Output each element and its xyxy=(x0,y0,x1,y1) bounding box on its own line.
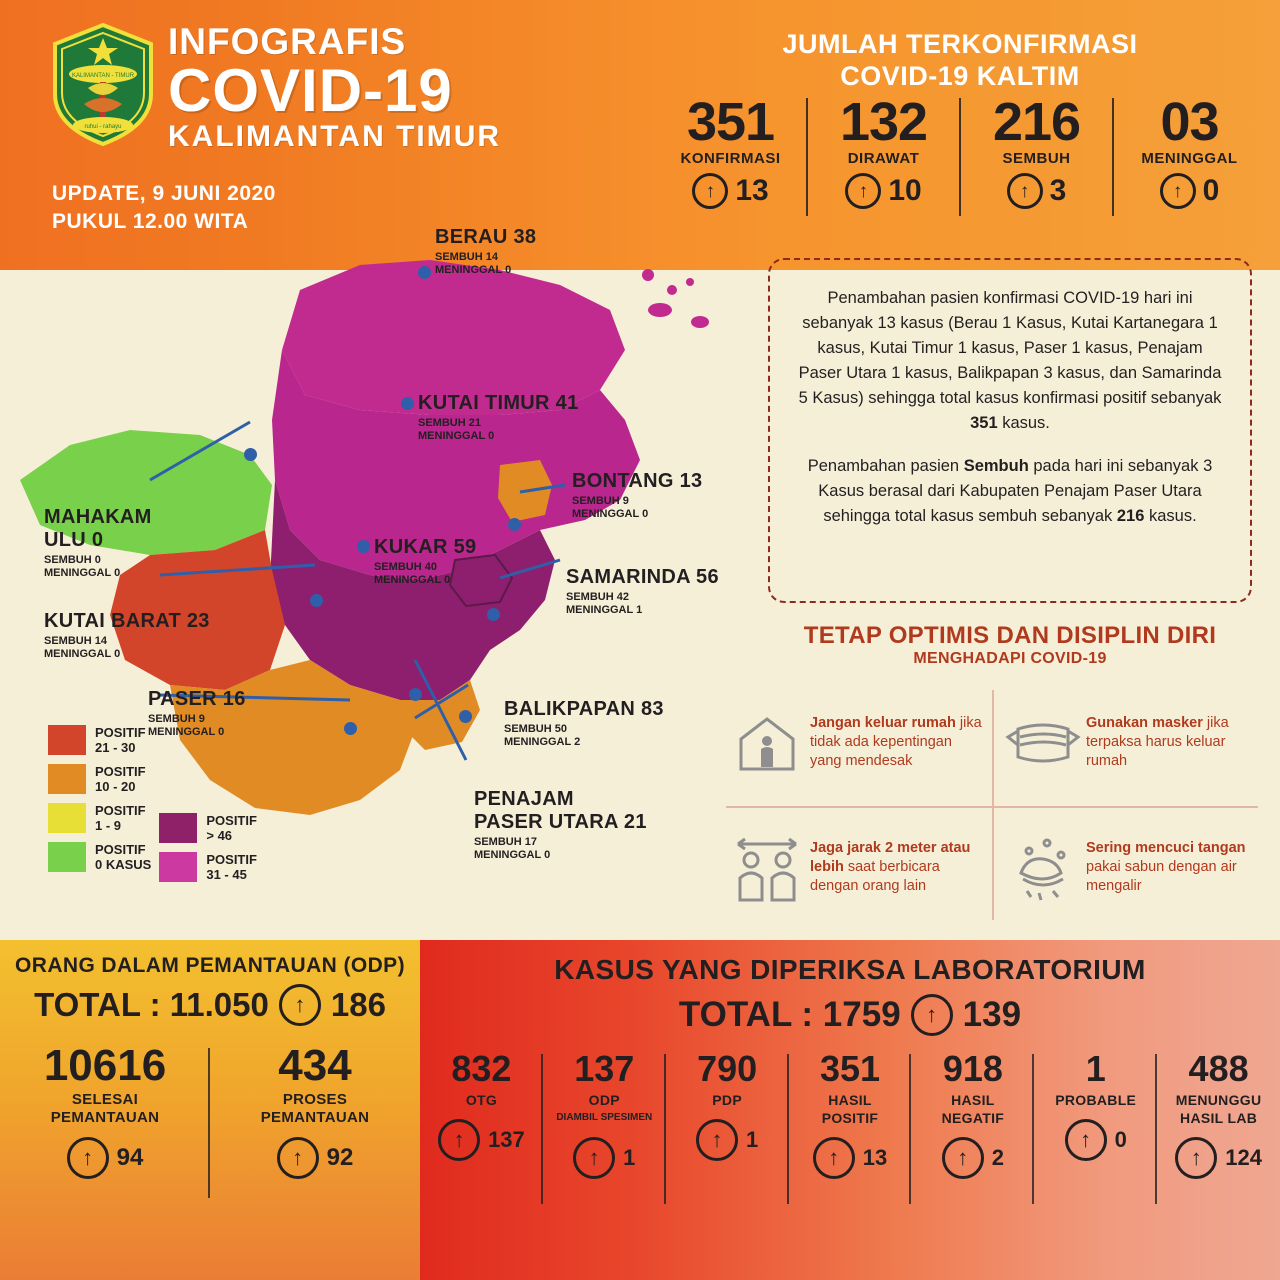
legend-label-2: > 46 xyxy=(206,828,233,843)
arrow-up-icon: ↑ xyxy=(696,1119,738,1161)
lab-panel xyxy=(420,940,1280,1280)
odp-total-delta: 186 xyxy=(330,986,386,1023)
arrow-up-icon: ↑ xyxy=(813,1137,855,1179)
lab-total-label: TOTAL : 1759 xyxy=(678,995,901,1034)
map-label-kukar xyxy=(374,536,476,587)
distance-icon xyxy=(724,832,810,904)
title-covid: COVID-19 xyxy=(168,57,453,124)
stat-delta-value: 13 xyxy=(735,174,769,207)
tip-stay-home xyxy=(716,680,992,805)
arrow-up-icon: ↑ xyxy=(1007,173,1043,209)
cell-delta-value: 2 xyxy=(991,1145,1004,1170)
legend-item xyxy=(48,725,151,755)
stat-label: KONFIRMASI xyxy=(680,150,781,167)
cell-label-1: ODP xyxy=(588,1092,620,1108)
svg-text:KALIMANTAN - TIMUR: KALIMANTAN - TIMUR xyxy=(71,73,135,79)
update-date: UPDATE, 9 JUNI 2020 xyxy=(52,182,276,205)
legend-label-2: 0 KASUS xyxy=(95,857,152,872)
cell-delta xyxy=(1161,1137,1276,1179)
legend-label-1: POSITIF xyxy=(206,813,257,828)
odp-total-label: TOTAL : 11.050 xyxy=(34,986,269,1023)
lab-cell-probable xyxy=(1034,1050,1157,1179)
cell-delta-value: 137 xyxy=(488,1127,525,1152)
stat-value: 351 xyxy=(686,92,775,152)
cell-label-1: OTG xyxy=(465,1092,498,1108)
cell-delta xyxy=(670,1119,785,1161)
region-sub xyxy=(418,417,579,443)
cell-label xyxy=(1038,1091,1153,1109)
arrow-up-icon: ↑ xyxy=(277,1137,319,1179)
map-label-bontang xyxy=(572,470,702,521)
svg-text:ruhui - rahayu: ruhui - rahayu xyxy=(84,124,122,130)
cell-label xyxy=(670,1091,785,1109)
region-name-2: ULU 0 xyxy=(44,529,104,551)
legend-item xyxy=(159,813,257,843)
arrow-up-icon: ↑ xyxy=(279,984,321,1026)
cell-label-1: HASIL xyxy=(828,1092,872,1108)
legend-swatch xyxy=(48,803,86,833)
legend-item xyxy=(48,803,151,833)
cell-delta-value: 124 xyxy=(1225,1145,1262,1170)
stat-value: 03 xyxy=(1160,92,1219,152)
tip-keep-distance xyxy=(716,805,992,930)
cell-label xyxy=(1161,1091,1276,1127)
region-meninggal: MENINGGAL 1 xyxy=(566,604,643,616)
lab-cells xyxy=(420,1050,1280,1179)
title-infografis: INFOGRAFIS xyxy=(168,21,407,62)
cell-label-2: POSITIF xyxy=(821,1110,879,1126)
region-meninggal: MENINGGAL 2 xyxy=(504,736,581,748)
lab-cell-menunggu xyxy=(1157,1050,1280,1179)
legend-item xyxy=(48,842,151,872)
region-sub xyxy=(566,591,719,617)
region-sub xyxy=(44,635,210,661)
map-dot-balikpapan xyxy=(459,710,472,723)
odp-total xyxy=(0,984,420,1026)
cell-label xyxy=(4,1091,206,1127)
cell-value: 10616 xyxy=(43,1041,167,1090)
lab-cell-otg xyxy=(420,1050,543,1179)
note-p2-bold: Sembuh xyxy=(963,457,1029,475)
lab-cell-hasil-negatif xyxy=(911,1050,1034,1179)
tip-text xyxy=(1086,714,1260,771)
map-label-mahakam-ulu xyxy=(44,506,152,580)
cell-delta xyxy=(424,1119,539,1161)
optimis-line-2: MENGHADAPI COVID-19 xyxy=(913,650,1107,667)
stat-meninggal xyxy=(1114,92,1265,209)
note-p1-c: kasus. xyxy=(997,414,1050,432)
cell-label-1: HASIL xyxy=(951,1092,995,1108)
stat-delta-value: 10 xyxy=(888,174,922,207)
arrow-up-icon: ↑ xyxy=(1160,173,1196,209)
region-name: BALIKPAPAN 83 xyxy=(504,698,664,720)
mask-icon xyxy=(1000,713,1086,773)
map-dot-kutai-timur xyxy=(401,397,414,410)
stat-value: 132 xyxy=(839,92,928,152)
lab-cell-pdp xyxy=(666,1050,789,1179)
house-icon xyxy=(724,707,810,779)
cell-label-1: MENUNGGU xyxy=(1175,1092,1262,1108)
region-name: KUKAR 59 xyxy=(374,536,477,558)
lab-cell-hasil-positif xyxy=(789,1050,912,1179)
lab-total xyxy=(420,994,1280,1036)
cell-label-1: PROSES xyxy=(282,1091,348,1108)
cell-value: 1 xyxy=(1085,1048,1106,1089)
stat-label: SEMBUH xyxy=(1002,150,1071,167)
legend-label-2: 10 - 20 xyxy=(95,779,136,794)
cell-label-1: PROBABLE xyxy=(1055,1092,1137,1108)
stat-delta-value: 0 xyxy=(1202,174,1220,207)
stat-sembuh xyxy=(961,92,1112,209)
optimis-line-1: TETAP OPTIMIS DAN DISIPLIN DIRI xyxy=(803,622,1217,649)
cell-label-2: DIAMBIL SPESIMEN xyxy=(556,1112,653,1123)
legend-label-2: 1 - 9 xyxy=(95,818,122,833)
lab-title: KASUS YANG DIPERIKSA LABORATORIUM xyxy=(554,954,1146,985)
region-sembuh: SEMBUH 17 xyxy=(474,836,537,848)
map-dot-paser xyxy=(344,722,357,735)
cell-label xyxy=(547,1091,662,1127)
region-sub xyxy=(474,836,647,862)
legend-swatch xyxy=(159,813,197,843)
legend-label-1: POSITIF xyxy=(95,764,146,779)
odp-title: ORANG DALAM PEMANTAUAN (ODP) xyxy=(15,954,405,977)
legend-label-2: 31 - 45 xyxy=(206,867,247,882)
note-p1-a: Penambahan pasien konfirmasi COVID-19 hari ini sebanyak 13 kasus (Berau 1 Kasus, Kutai Kartanegara 1 kasus, Kutai Timur 1 kasus, Paser 1 kasus, Penajam Paser Utara 1 kasus, Balikpapan 3 kasus, dan Samarinda 5 Kasus) sehingga total kasus konfirmasi positif sebanyak xyxy=(798,289,1222,407)
region-sub xyxy=(504,723,664,749)
odp-panel xyxy=(0,940,420,1280)
region-name: PENAJAM xyxy=(474,788,574,810)
legend-item xyxy=(159,852,257,882)
region-name-2: PASER UTARA 21 xyxy=(474,811,647,833)
wash-hands-icon xyxy=(1000,833,1086,903)
legend-label-1: POSITIF xyxy=(95,725,146,740)
region-sembuh: SEMBUH 14 xyxy=(435,251,498,263)
stat-dirawat xyxy=(808,92,959,209)
stat-delta xyxy=(1114,173,1265,209)
map-dot-bontang xyxy=(508,518,521,531)
map-dot-kutai-barat xyxy=(310,594,323,607)
arrow-up-icon: ↑ xyxy=(911,994,953,1036)
map-label-samarinda xyxy=(566,566,719,617)
cell-delta xyxy=(214,1137,416,1179)
cell-value: 351 xyxy=(819,1048,881,1089)
odp-cell-proses xyxy=(210,1041,420,1179)
tip-rest: saat berbicara dengan orang lain xyxy=(810,859,940,894)
note-p2-a: Penambahan pasien xyxy=(807,457,964,475)
tip-bold: Jaga jarak 2 meter atau lebih xyxy=(810,840,971,875)
map-dot-mahakam-ulu xyxy=(244,448,257,461)
stat-delta xyxy=(961,173,1112,209)
map-label-kutai-timur xyxy=(418,392,579,443)
tip-text xyxy=(810,714,984,771)
cell-delta xyxy=(793,1137,908,1179)
region-meninggal: MENINGGAL 0 xyxy=(435,264,512,276)
stat-label: DIRAWAT xyxy=(847,150,920,167)
region-name: KUTAI TIMUR 41 xyxy=(418,392,579,414)
region-sembuh: SEMBUH 21 xyxy=(418,417,481,429)
legend-label-2: 21 - 30 xyxy=(95,740,136,755)
stat-delta-value: 3 xyxy=(1049,174,1067,207)
map-dot-kukar xyxy=(357,540,370,553)
tip-text xyxy=(1086,839,1260,896)
stat-label: MENINGGAL xyxy=(1141,150,1238,167)
note-p2-e: kasus. xyxy=(1144,507,1197,525)
arrow-up-icon: ↑ xyxy=(438,1119,480,1161)
cell-delta-value: 1 xyxy=(746,1127,759,1152)
region-name: KUTAI BARAT 23 xyxy=(44,610,210,632)
update-time: PUKUL 12.00 WITA xyxy=(52,210,249,233)
cell-delta-value: 94 xyxy=(116,1144,144,1171)
note-p2-c: pada hari ini sebanyak 3 Kasus berasal dari Kabupaten Penajam Paser Utara sehingga total kasus sembuh sebanyak xyxy=(818,457,1213,525)
confirmed-heading-line1: JUMLAH TERKONFIRMASI xyxy=(782,29,1138,59)
region-sembuh: SEMBUH 14 xyxy=(44,635,107,647)
legend-label-1: POSITIF xyxy=(95,803,146,818)
lab-total-delta: 139 xyxy=(962,995,1022,1034)
stat-value: 216 xyxy=(992,92,1081,152)
cell-label xyxy=(793,1091,908,1127)
cell-label-1: PDP xyxy=(712,1092,742,1108)
stat-konfirmasi xyxy=(655,92,806,209)
region-sub xyxy=(44,554,152,580)
cell-label-2: HASIL LAB xyxy=(1180,1110,1258,1126)
map-label-kutai-barat xyxy=(44,610,210,661)
region-sembuh: SEMBUH 0 xyxy=(44,554,101,566)
tip-bold: Jangan keluar rumah xyxy=(810,715,956,731)
region-name: BONTANG 13 xyxy=(572,470,703,492)
tip-wear-mask xyxy=(992,680,1268,805)
cell-value: 488 xyxy=(1188,1048,1249,1089)
cell-delta-value: 92 xyxy=(326,1144,354,1171)
note-paragraph-2 xyxy=(796,454,1224,529)
legend-swatch xyxy=(159,852,197,882)
stat-delta xyxy=(808,173,959,209)
note-p2-total: 216 xyxy=(1116,507,1145,525)
region-meninggal: MENINGGAL 0 xyxy=(572,508,649,520)
legend-item xyxy=(48,764,151,794)
region-meninggal: MENINGGAL 0 xyxy=(44,648,121,660)
region-meninggal: MENINGGAL 0 xyxy=(474,849,551,861)
prevention-tips xyxy=(716,680,1268,930)
map-label-berau xyxy=(435,226,536,277)
cell-label xyxy=(915,1091,1030,1127)
odp-cells xyxy=(0,1041,420,1179)
cell-value: 137 xyxy=(574,1048,635,1089)
region-name: MAHAKAM xyxy=(44,506,152,528)
confirmed-heading-line2: COVID-19 KALTIM xyxy=(840,61,1080,91)
map-label-penajam-paser-utara xyxy=(474,788,647,862)
cell-delta xyxy=(547,1137,662,1179)
region-meninggal: MENINGGAL 0 xyxy=(44,567,121,579)
map-dot-berau xyxy=(418,266,431,279)
odp-cell-selesai xyxy=(0,1041,210,1179)
daily-note-box xyxy=(768,258,1252,603)
cell-label-2: PEMANTAUAN xyxy=(260,1109,370,1126)
region-sembuh: SEMBUH 50 xyxy=(504,723,567,735)
arrow-up-icon: ↑ xyxy=(573,1137,615,1179)
kaltim-emblem-icon xyxy=(48,22,158,147)
cell-delta xyxy=(1038,1119,1153,1161)
tip-bold: Sering mencuci tangan xyxy=(1086,840,1246,856)
region-meninggal: MENINGGAL 0 xyxy=(374,574,451,586)
cell-delta xyxy=(4,1137,206,1179)
region-sembuh: SEMBUH 42 xyxy=(566,591,629,603)
title-kaltim: KALIMANTAN TIMUR xyxy=(168,120,502,153)
region-meninggal: MENINGGAL 0 xyxy=(148,726,225,738)
cell-value: 918 xyxy=(942,1048,1003,1089)
confirmed-heading xyxy=(660,28,1260,92)
cell-delta-value: 0 xyxy=(1114,1127,1127,1152)
cell-label-1: SELESAI xyxy=(71,1091,139,1108)
cell-label xyxy=(424,1091,539,1109)
cell-value: 790 xyxy=(697,1048,758,1089)
tip-wash-hands xyxy=(992,805,1268,930)
tip-rest: pakai sabun dengan air mengalir xyxy=(1086,859,1237,894)
update-timestamp xyxy=(52,180,276,236)
region-meninggal: MENINGGAL 0 xyxy=(418,430,495,442)
cell-label-2: NEGATIF xyxy=(941,1110,1005,1126)
tip-text xyxy=(810,839,984,896)
cell-label xyxy=(214,1091,416,1127)
arrow-up-icon: ↑ xyxy=(67,1137,109,1179)
legend-swatch xyxy=(48,725,86,755)
map-dot-penajam xyxy=(409,688,422,701)
arrow-up-icon: ↑ xyxy=(1065,1119,1107,1161)
lab-cell-odp xyxy=(543,1050,666,1179)
map-legend xyxy=(48,725,318,891)
arrow-up-icon: ↑ xyxy=(692,173,728,209)
kaltim-map xyxy=(0,226,720,940)
cell-delta-value: 1 xyxy=(623,1145,636,1170)
cell-delta xyxy=(915,1137,1030,1179)
tip-rest: jika tidak ada kepentingan yang mendesak xyxy=(810,715,982,769)
arrow-up-icon: ↑ xyxy=(845,173,881,209)
arrow-up-icon: ↑ xyxy=(942,1137,984,1179)
legend-swatch xyxy=(48,764,86,794)
region-name: SAMARINDA 56 xyxy=(566,566,719,588)
legend-swatch xyxy=(48,842,86,872)
legend-label-1: POSITIF xyxy=(206,852,257,867)
region-sembuh: SEMBUH 9 xyxy=(572,495,629,507)
note-p1-total: 351 xyxy=(970,414,998,432)
region-sub xyxy=(374,561,476,587)
tip-rest: jika terpaksa harus keluar rumah xyxy=(1086,715,1229,769)
stat-delta xyxy=(655,173,806,209)
region-sembuh: SEMBUH 9 xyxy=(148,713,205,725)
map-dot-samarinda xyxy=(487,608,500,621)
legend-label-1: POSITIF xyxy=(95,842,146,857)
region-sub xyxy=(572,495,702,521)
region-sembuh: SEMBUH 40 xyxy=(374,561,437,573)
optimis-heading xyxy=(760,622,1260,668)
tip-bold: Gunakan masker xyxy=(1086,715,1203,731)
region-name: PASER 16 xyxy=(148,688,246,710)
cell-value: 832 xyxy=(451,1048,512,1089)
bottom-bands xyxy=(0,940,1280,1280)
cell-delta-value: 13 xyxy=(862,1145,888,1170)
arrow-up-icon: ↑ xyxy=(1175,1137,1217,1179)
map-label-balikpapan xyxy=(504,698,664,749)
note-paragraph-1 xyxy=(796,286,1224,436)
region-sub xyxy=(435,251,536,277)
cell-value: 434 xyxy=(278,1041,352,1090)
cell-label-2: PEMANTAUAN xyxy=(50,1109,160,1126)
page-title xyxy=(168,22,501,154)
summary-stats xyxy=(655,92,1265,226)
region-name: BERAU 38 xyxy=(435,226,537,248)
